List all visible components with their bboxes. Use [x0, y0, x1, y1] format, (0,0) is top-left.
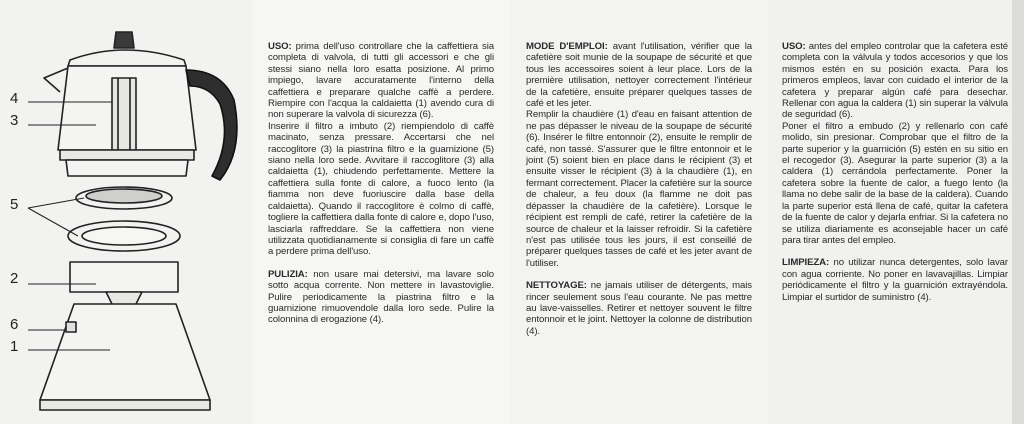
italian-panel — [252, 0, 510, 424]
spanish-panel — [768, 0, 1024, 424]
italian-text — [268, 41, 494, 337]
uso-heading: USO: — [268, 41, 292, 52]
mode-emploi-intro: avant l'utilisation, vérifier que la cafetière soit munie de la soupape de sécurité et que tous les accessoires soient à leur place. Lors de la première utilisation, nettoyer correctement l'intérieur de la cafetière, ensuite préparer quelques tasses de café et les jeter. — [526, 41, 752, 110]
french-panel — [510, 0, 768, 424]
part-label-5: 5 — [10, 196, 19, 213]
nettoyage-text: ne jamais utiliser de détergents, mais rincer seulement sous l'eau courante. Ne pas mettre au lave-vaisselles. Retirer et nettoyer souvent le filtre entonnoir et le joint. Nettoyer la colonne de distribution (4). — [526, 280, 752, 337]
nettoyage-heading: NETTOYAGE: — [526, 280, 587, 292]
part-label-4: 4 — [10, 90, 19, 107]
part-label-2: 2 — [10, 270, 19, 287]
part-label-1: 1 — [10, 338, 19, 355]
french-text — [526, 41, 752, 348]
pulizia-heading: PULIZIA: — [268, 268, 308, 280]
part-label-3: 3 — [10, 112, 19, 129]
page-edge — [1012, 0, 1024, 424]
uso-instructions: Inserire il filtro a imbuto (2) riempiendolo di caffè macinato, senza pressare. Accertarsi che nel raccoglitore (3) la piastrina filtro e la guarnizione (5) siano nella loro sede. Avvitare il raccoglitore (3) alla caldaietta (1), chiudendo perfettamente. Mettere la caffettiera sulla fonte di calore, a fuoco lento (la fiamma non deve fuoriuscire dalla base della caldaietta). Quando il raccoglitore è colmo di caffè, togliere la caffettiera dalla fonte di calore e, dopo l'uso, lasciarla raffreddare. Se la caffettiera non viene utilizzata quotidianamente si consiglia di fare un caffè a perdere prima dell'uso. — [268, 120, 494, 258]
diagram-panel — [0, 0, 252, 424]
moka-pot-exploded-diagram — [0, 0, 252, 424]
mode-emploi-heading: MODE D'EMPLOI: — [526, 41, 608, 52]
limpieza-text: no utilizar nunca detergentes, solo lavar con agua corriente. No poner en lavavajillas. Limpiar periódicamente el filtro y la guarnición extrayéndola. Limpiar el surtidor de suministro (4). — [782, 257, 1008, 303]
limpieza-heading: LIMPIEZA: — [782, 257, 830, 269]
uso-es-instructions: Poner el filtro a embudo (2) y rellenarlo con café molido, sin presionar. Comprobar que el filtro de la parte superior y la guarnición (5) estén en su sitio en el recogedor (3). Asegurar la parte superior (3) a la caldera (1) cerrándola perfectamente. Poner la cafetera sobre la fuente de calor, a fuego lento (la llama no debe salir de la base de la caldera). Cuando la parte superior está llena de café, quitar la cafetera de la fuente de calor y dejarla enfriar. Si la cafetera no se utiliza diariamente es aconsejable hacer un café para tirar antes del empleo. — [782, 120, 1008, 246]
spanish-text — [782, 41, 1008, 314]
uso-intro: prima dell'uso controllare che la caffettiera sia completa di valvola, di tutti gli accessori e che gli stessi siano nella loro esatta posizione. Al primo impiego, lavare accuratamente l'interno della caffettiera e preparare qualche caffè a perdere. Riempire con l'acqua la caldaietta (1) avendo cura di non superare la valvola di sicurezza (6). — [268, 41, 494, 121]
uso-es-heading: USO: — [782, 41, 806, 52]
pulizia-text: non usare mai detersivi, ma lavare solo sotto acqua corrente. Non mettere in lavastoviglie. Pulire periodicamente la piastrina filtro e la guarnizione rimuovendole dalla loro sede. Pulire la colonnina di erogazione (4). — [268, 268, 494, 326]
uso-es-intro: antes del empleo controlar que la cafetera esté completa con la válvula y todos accesorios y que los mismos estén en su posición exacta. Para los primeros empleos, lavar con cuidado el interior de la cafetera y preparar algún café para desechar. Rellenar con agua la caldera (1) sin superar la válvula de seguridad (6). — [782, 41, 1008, 121]
mode-emploi-instructions: Remplir la chaudière (1) d'eau en faisant attention de ne pas dépasser le niveau de la soupape de sécurité (6). Insérer le filtre entonnoir (2), ensuite le remplir de café, non tassé. S'assurer que le filtre entonnoir et le joint (5) soient bien en place dans le récipient (3) et ensuite visser le récipient (3) à la chaudière (1), en fermant correctement. Placer la cafetière sur la source de chaleur, a feu doux (la flamme ne doit pas dépasser la chaudière de la cafetière). Lorsque le récipient est rempli de café, retirer la cafetière de la source de chaleur et la laisser refroidir. Si la cafetière n'est pas utilisée tous les jours, il est conseillé de préparer quelques tasses de café et les jeter avant de l'utiliser. — [526, 109, 752, 269]
part-label-6: 6 — [10, 316, 19, 333]
